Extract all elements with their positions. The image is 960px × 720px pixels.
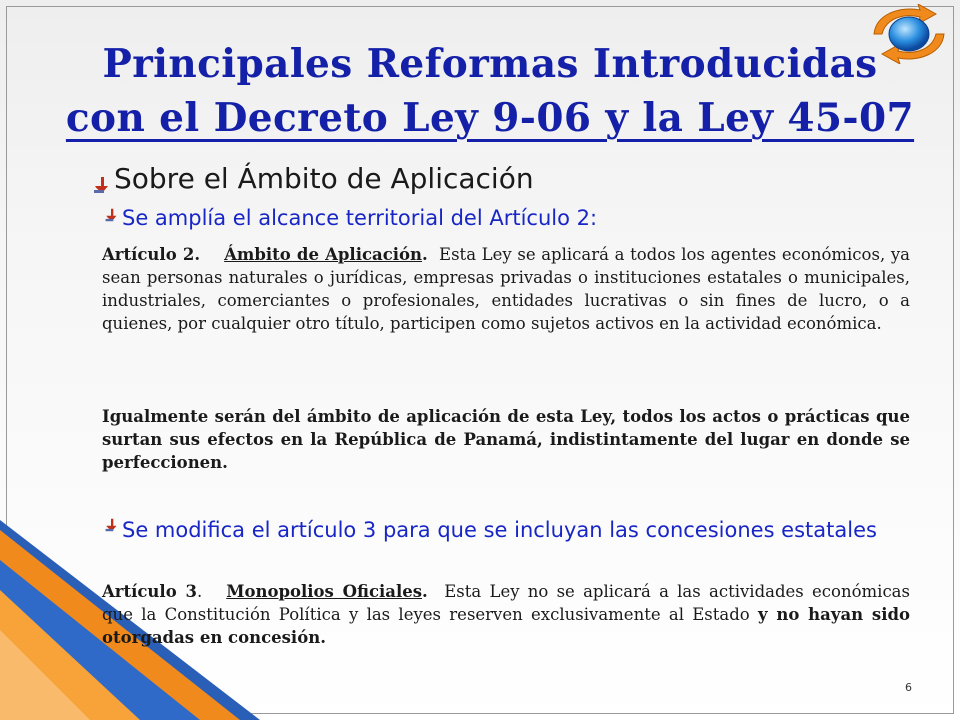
article-label: Artículo 2.	[102, 245, 201, 264]
subpoint-1: Se amplía el alcance territorial del Artículo 2:	[122, 206, 598, 230]
subpoint-2: Se modifica el artículo 3 para que se incluyan las concesiones estatales	[122, 518, 877, 542]
addition-text: y no hayan sido otorgadas en concesión.	[102, 605, 911, 647]
slide-title-line1: Principales Reformas Introducidas	[102, 41, 878, 87]
article-body: Esta Ley se aplicará a todos los agentes económicos, ya sean personas naturales o jurídicas, empresas privadas o instituciones estatales o municipales, industriales, comerciantes o profesionales, entidades lucrativas o sin fines de lucro, o a quienes, por cualquier otro título, participen como sujetos activos en la actividad económica.	[102, 245, 910, 333]
article-2-text: Artículo 2. Ámbito de Aplicación. Esta Ley se aplicará a todos los agentes económicos, ya sean personas naturales o jurídicas, empresas privadas o instituciones estatales o municipales, industriales, comerciantes o profesionales, entidades lucrativas o sin fines de lucro, o a quienes, por cualquier otro título, participen como sujetos activos en la actividad económica.	[102, 245, 910, 333]
article-2-addition	[102, 405, 910, 474]
arrow-bullet-icon	[104, 208, 118, 222]
section-heading: Sobre el Ámbito de Aplicación	[114, 162, 534, 195]
page-number: 6	[905, 681, 912, 694]
article-3-text: Artículo 3. Monopolios Oficiales. Esta Ley no se aplicará a las actividades económicas que la Constitución Política y las leyes reserven exclusivamente al Estado y no hayan sido otorgadas en concesión.	[102, 582, 911, 647]
arrow-bullet-icon	[92, 176, 110, 194]
slide-title-line2: con el Decreto Ley 9-06 y la Ley 45-07	[65, 95, 915, 141]
article-label: Artículo 3	[102, 582, 197, 601]
article-title: Monopolios Oficiales	[226, 582, 423, 601]
article-body: Esta Ley no se aplicará a las actividades económicas que la Constitución Política y las leyes reserven exclusivamente al Estado	[102, 582, 910, 624]
addition-text: Igualmente serán del ámbito de aplicación de esta Ley, todos los actos o prácticas que surtan sus efectos en la República de Panamá, indistintamente del lugar en donde se perfeccionen.	[102, 407, 910, 472]
arrow-bullet-icon	[104, 518, 118, 532]
article-title: Ámbito de Aplicación	[224, 245, 423, 264]
